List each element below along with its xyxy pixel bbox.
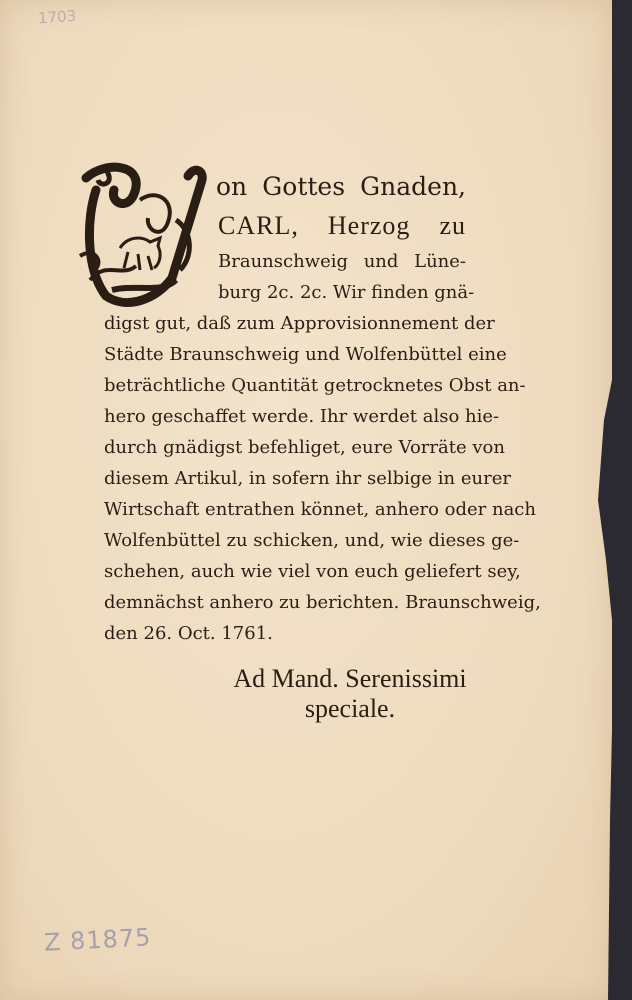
decree-line-14: demnächst anhero zu berichten. Braunschweig, [104,592,541,613]
decree-date-line: den 26. Oct. 1761. [104,623,273,644]
decree-line-7: beträchtliche Quantität getrocknetes Obst an- [104,375,526,396]
signature-line-1: Ad Mand. Serenissimi [233,664,467,693]
initial-letter-text: V [76,160,77,161]
decree-line-10: diesem Artikul, in sofern ihr selbige in eurer [104,468,511,489]
decree-text [104,168,541,649]
decree-line-12: Wolfenbüttel zu schicken, und, wie dieses ge- [104,530,520,551]
decree-line-5: digst gut, daß zum Approvisionnement der [104,313,495,334]
decree-line-2: CARL, Herzog zu [218,211,466,240]
signature-line-2: speciale. [304,694,396,723]
decree-line-3: Braunschweig und Lüne- [218,251,466,272]
decree-line-1: on Gottes Gnaden, [216,172,466,201]
pencil-note-top-left: 1703 [37,6,77,28]
decree-line-4: burg 2c. 2c. Wir finden gnä- [218,282,475,303]
decree-line-13: schehen, auch wie viel von euch geliefert sey, [104,561,521,582]
decree-line-6: Städte Braunschweig und Wolfenbüttel eine [104,344,507,365]
decree-line-9: durch gnädigst befehliget, eure Vorräte von [104,437,505,458]
decree-line-8: hero geschaffet werde. Ihr werdet also hie- [104,406,500,427]
pencil-note-bottom-left: Z 81875 [43,923,153,957]
decree-line-11: Wirtschaft entrathen könnet, anhero oder nach [104,499,536,520]
signature-block [232,664,468,724]
